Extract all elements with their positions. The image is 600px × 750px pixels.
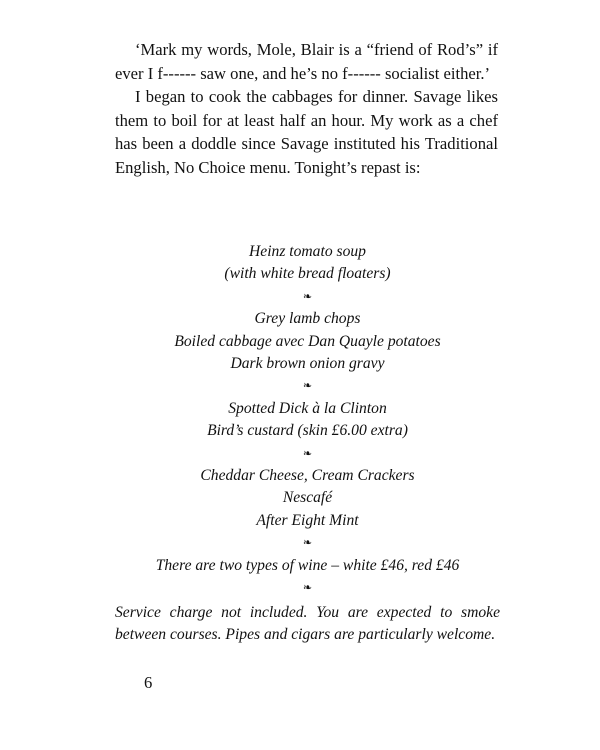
menu-item-cheese: After Eight Mint [256,511,359,529]
menu-item-main: Boiled cabbage avec Dan Quayle potatoes [174,332,441,350]
menu-item-starter: Heinz tomato soup [249,243,366,260]
service-note-line: Service charge not included. You are expected to smoke [115,604,500,622]
service-note-line-final: between courses. Pipes and cigars are particularly welcome. [115,626,496,644]
menu-item-pudding: Bird’s custard (skin £6.00 extra) [207,422,408,440]
menu-item-cheese: Cheddar Cheese, Cream Crackers [200,467,415,485]
fleuron-ornament: ❧ [302,582,313,595]
menu-wine-line: There are two types of wine – white £46, red £46 [155,556,460,574]
menu-block [115,241,500,647]
fleuron-ornament: ❧ [302,447,313,460]
menu-item-main: Grey lamb chops [254,310,361,328]
menu-item-main: Dark brown onion gravy [230,355,385,373]
fleuron-ornament: ❧ [302,537,313,550]
fleuron-ornament: ❧ [302,290,313,303]
prose-block [115,38,498,179]
menu-item-cheese: Nescafé [282,489,333,507]
menu-item-pudding: Spotted Dick à la Clinton [228,399,387,417]
paragraph-dialogue: ‘Mark my words, Mole, Blair is a “friend of Rod’s” if ever I f------ saw one, and he’s no f------ socialist either.’ [115,40,498,83]
paragraph-narrative: I began to cook the cabbages for dinner. Savage likes them to boil for at least half an hour. My work as a chef has been a doddle since Savage instituted his Traditional English, No Choice menu. Tonight’s repast is: [115,87,498,177]
fleuron-ornament: ❧ [302,380,313,393]
page-number: 6 [144,673,153,692]
menu-item-starter-note: (with white bread floaters) [224,265,391,283]
